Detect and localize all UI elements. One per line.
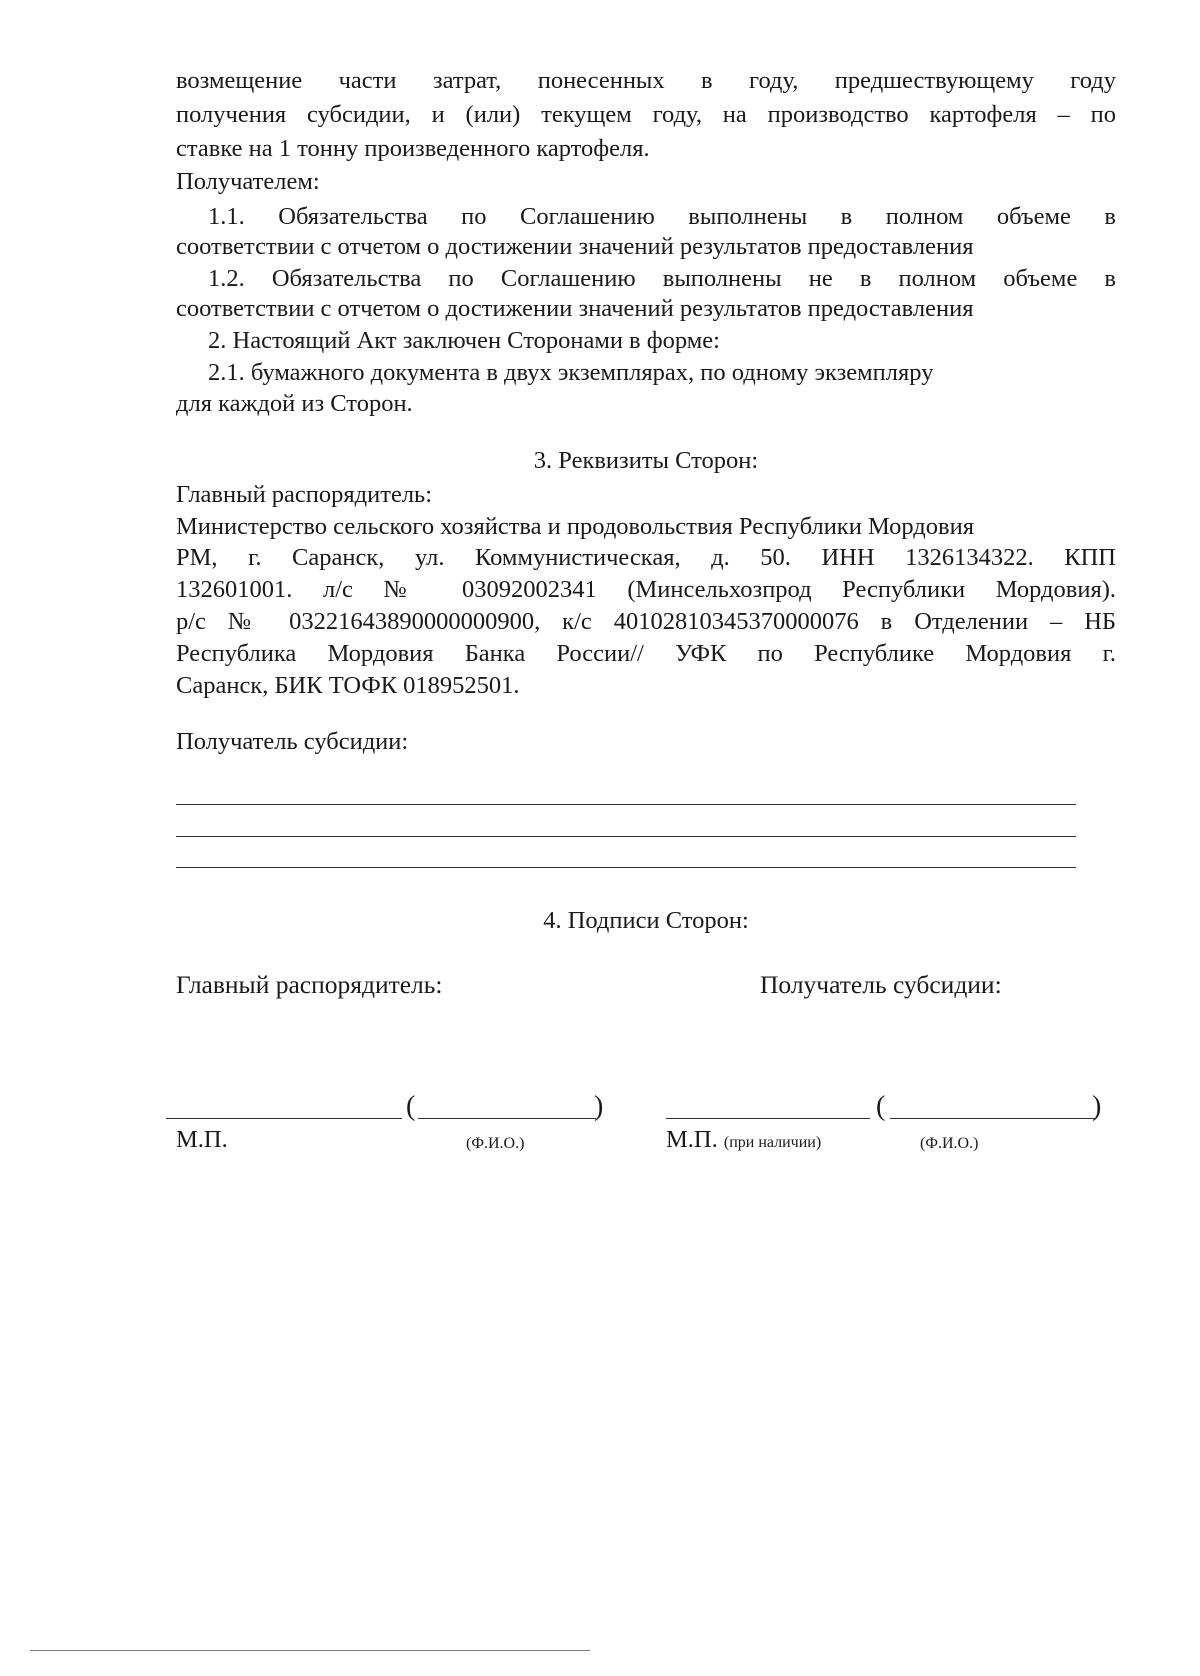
requisites-line-3: 132601001. л/с № 03092002341 (Минсельхозпрод Республики Мордовия). [176, 576, 1116, 603]
manager-stamp-label: М.П. [176, 1126, 228, 1153]
recipient-signature-line [666, 1118, 870, 1119]
recipient-stamp-note: (при наличии) [723, 1134, 822, 1151]
recipient-stamp-text: М.П. [666, 1126, 718, 1153]
paragraph-line-3: ставке на 1 тонну произведенного картофеля. [176, 135, 650, 162]
item-1-2-line-1: 1.2. Обязательства по Соглашению выполнены не в полном объеме в [208, 265, 1116, 292]
paragraph-line-2: получения субсидии, и (или) текущем году, на производство картофеля – по [176, 101, 1116, 128]
requisites-line-6: Саранск, БИК ТОФК 018952501. [176, 672, 520, 699]
signature-recipient-label: Получатель субсидии: [760, 970, 1002, 999]
manager-fio-open-paren: ( [406, 1091, 416, 1122]
item-1-2-line-2: соответствии с отчетом о достижении значений результатов предоставления [176, 295, 974, 322]
recipient-fio-close-paren: ) [1092, 1091, 1102, 1122]
recipient-heading: Получателем: [176, 168, 320, 195]
recipient-stamp-label [666, 1126, 821, 1157]
recipient-fio-line [890, 1118, 1096, 1119]
recipient-fio-caption: (Ф.И.О.) [920, 1135, 979, 1152]
requisites-line-5: Республика Мордовия Банка России// УФК по Республике Мордовия г. [176, 640, 1116, 667]
manager-fio-line [418, 1118, 596, 1119]
requisites-line-2: РМ, г. Саранск, ул. Коммунистическая, д. 50. ИНН 1326134322. КПП [176, 544, 1116, 571]
paragraph-line-1: возмещение части затрат, понесенных в году, предшествующему году [176, 67, 1116, 94]
recipient-fio-open-paren: ( [876, 1091, 886, 1122]
section-4-heading: 4. Подписи Сторон: [543, 907, 749, 934]
manager-fio-caption: (Ф.И.О.) [466, 1135, 525, 1152]
recipient-blank-line-2 [176, 836, 1076, 837]
recipient-label: Получатель субсидии: [176, 728, 409, 755]
requisites-line-1: Министерство сельского хозяйства и продовольствия Республики Мордовия [176, 513, 974, 540]
item-1-1-line-1: 1.1. Обязательства по Соглашению выполнены в полном объеме в [208, 203, 1116, 230]
item-2-1-line-2: для каждой из Сторон. [176, 390, 413, 417]
bottom-scan-line [30, 1650, 590, 1651]
item-2-1-line-1: 2.1. бумажного документа в двух экземплярах, по одному экземпляру [208, 359, 934, 386]
recipient-blank-line-1 [176, 804, 1076, 805]
item-2: 2. Настоящий Акт заключен Сторонами в форме: [208, 327, 720, 354]
recipient-blank-line-3 [176, 867, 1076, 868]
requisites-line-4: р/с № 03221643890000000900, к/с 40102810345370000076 в Отделении – НБ [176, 608, 1116, 635]
signature-manager-label: Главный распорядитель: [176, 970, 443, 999]
manager-fio-close-paren: ) [594, 1091, 604, 1122]
item-1-1-line-2: соответствии с отчетом о достижении значений результатов предоставления [176, 233, 974, 260]
manager-label: Главный распорядитель: [176, 481, 433, 508]
manager-signature-line [166, 1118, 402, 1119]
section-3-heading: 3. Реквизиты Сторон: [533, 447, 759, 474]
